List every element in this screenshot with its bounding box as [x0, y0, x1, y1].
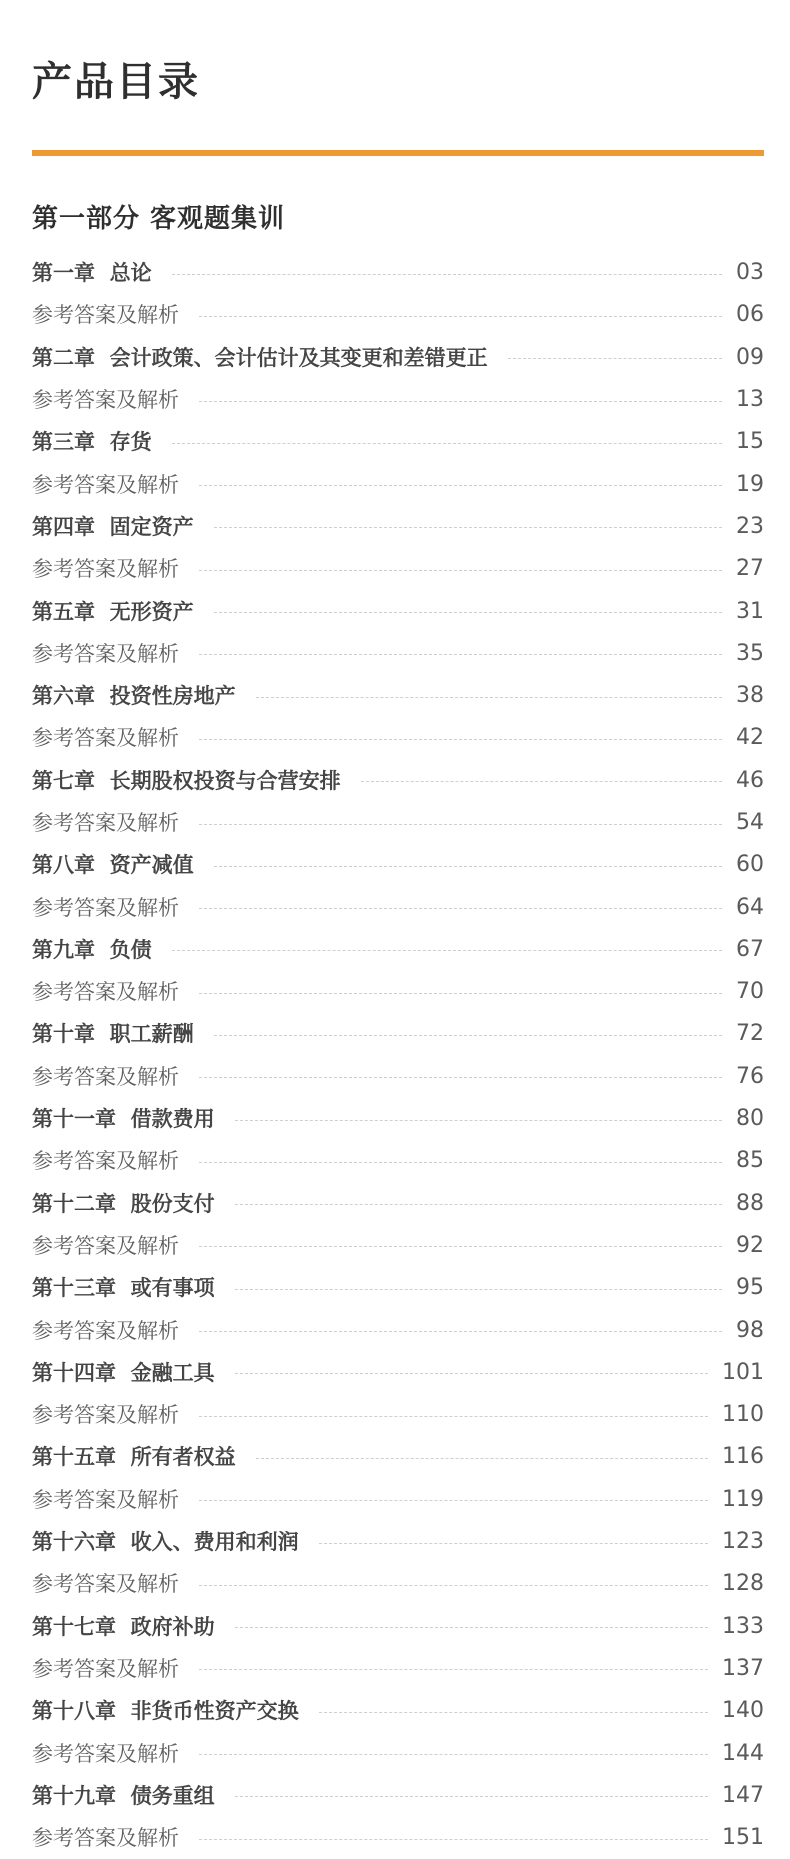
table-of-contents: [32, 252, 764, 1859]
dotted-leader: [199, 824, 722, 825]
dotted-leader: [508, 358, 722, 359]
toc-entry-title: 第五章 无形资产: [32, 599, 194, 624]
toc-page-number: 23: [736, 513, 764, 539]
dotted-leader: [199, 1331, 722, 1332]
toc-chapter-entry[interactable]: [32, 844, 764, 886]
toc-entry-title: 参考答案及解析: [32, 811, 179, 835]
toc-page-number: 09: [736, 344, 764, 370]
toc-entry-title: 第十三章 或有事项: [32, 1276, 215, 1301]
dotted-leader: [199, 316, 722, 317]
dotted-leader: [199, 908, 722, 909]
toc-entry-title: 参考答案及解析: [32, 1656, 179, 1681]
toc-entry-title: 参考答案及解析: [32, 472, 179, 497]
dotted-leader: [172, 950, 722, 951]
toc-entry-title: 参考答案及解析: [32, 1826, 179, 1851]
toc-answer-entry[interactable]: [32, 971, 764, 1013]
dotted-leader: [199, 1500, 708, 1501]
toc-entry-title: 第二章 会计政策、会计估计及其变更和差错更正: [32, 345, 488, 370]
toc-chapter-entry[interactable]: [32, 929, 764, 971]
toc-chapter-entry[interactable]: [32, 1606, 764, 1648]
title-accent-divider: [32, 150, 764, 156]
toc-chapter-entry[interactable]: [32, 1352, 764, 1394]
toc-page-number: 147: [722, 1782, 764, 1808]
toc-entry-title: 第十八章 非货币性资产交换: [32, 1699, 299, 1724]
dotted-leader: [235, 1204, 722, 1205]
dotted-leader: [199, 1416, 708, 1417]
toc-entry-title: 参考答案及解析: [32, 726, 179, 751]
dotted-leader: [199, 401, 722, 402]
toc-page-number: 128: [722, 1571, 764, 1597]
toc-entry-title: 第十四章 金融工具: [32, 1360, 215, 1385]
dotted-leader: [199, 570, 722, 571]
toc-entry-title: 参考答案及解析: [32, 1064, 179, 1089]
toc-page-number: 123: [722, 1529, 764, 1555]
toc-page-number: 144: [722, 1740, 764, 1766]
dotted-leader: [199, 739, 722, 740]
toc-page-number: 151: [722, 1825, 764, 1851]
toc-chapter-entry[interactable]: [32, 675, 764, 717]
toc-page-number: 06: [736, 302, 764, 328]
toc-answer-entry[interactable]: [32, 886, 764, 928]
toc-answer-entry[interactable]: [32, 1732, 764, 1774]
dotted-leader: [319, 1712, 708, 1713]
toc-entry-title: 第四章 固定资产: [32, 514, 194, 539]
toc-page-number: 31: [736, 598, 764, 624]
toc-answer-entry[interactable]: [32, 1817, 764, 1859]
toc-entry-title: 第十二章 股份支付: [32, 1191, 215, 1216]
toc-entry-title: 第九章 负债: [32, 937, 152, 962]
toc-entry-title: 参考答案及解析: [32, 1403, 179, 1428]
dotted-leader: [319, 1543, 708, 1544]
toc-entry-title: 参考答案及解析: [32, 895, 179, 920]
toc-page-number: 140: [722, 1698, 764, 1724]
toc-chapter-entry[interactable]: [32, 421, 764, 463]
toc-answer-entry[interactable]: [32, 1394, 764, 1436]
dotted-leader: [199, 1246, 722, 1247]
toc-entry-title: 第七章 长期股权投资与合营安排: [32, 768, 341, 793]
toc-chapter-entry[interactable]: [32, 1690, 764, 1732]
dotted-leader: [256, 697, 722, 698]
toc-answer-entry[interactable]: [32, 548, 764, 590]
toc-entry-title: 第十五章 所有者权益: [32, 1445, 236, 1470]
toc-chapter-entry[interactable]: [32, 1267, 764, 1309]
toc-answer-entry[interactable]: [32, 294, 764, 336]
toc-chapter-entry[interactable]: [32, 252, 764, 294]
dotted-leader: [199, 1077, 722, 1078]
toc-chapter-entry[interactable]: [32, 1098, 764, 1140]
toc-page-number: 133: [722, 1613, 764, 1639]
toc-answer-entry[interactable]: [32, 802, 764, 844]
toc-chapter-entry[interactable]: [32, 1013, 764, 1055]
toc-chapter-entry[interactable]: [32, 1183, 764, 1225]
toc-chapter-entry[interactable]: [32, 590, 764, 632]
toc-entry-title: 第十章 职工薪酬: [32, 1022, 194, 1047]
toc-entry-title: 参考答案及解析: [32, 1487, 179, 1512]
toc-page-number: 19: [736, 471, 764, 497]
toc-entry-title: 第一章 总论: [32, 261, 152, 286]
dotted-leader: [214, 527, 722, 528]
toc-answer-entry[interactable]: [32, 379, 764, 421]
dotted-leader: [199, 993, 722, 994]
toc-page-number: 60: [736, 852, 764, 878]
toc-entry-title: 第十九章 债务重组: [32, 1783, 215, 1808]
toc-page-number: 03: [736, 260, 764, 286]
toc-entry-title: 第十七章 政府补助: [32, 1614, 215, 1639]
dotted-leader: [235, 1120, 722, 1121]
toc-chapter-entry[interactable]: [32, 1521, 764, 1563]
toc-chapter-entry[interactable]: [32, 337, 764, 379]
toc-answer-entry[interactable]: [32, 1648, 764, 1690]
section-title: 第一部分 客观题集训: [32, 204, 286, 234]
toc-chapter-entry[interactable]: [32, 1775, 764, 1817]
toc-page-number: 13: [736, 387, 764, 413]
toc-entry-title: 第十六章 收入、费用和利润: [32, 1530, 299, 1555]
toc-answer-entry[interactable]: [32, 1225, 764, 1267]
toc-page-number: 101: [722, 1359, 764, 1385]
dotted-leader: [256, 1458, 708, 1459]
toc-answer-entry[interactable]: [32, 1309, 764, 1351]
dotted-leader: [235, 1796, 708, 1797]
toc-entry-title: 第十一章 借款费用: [32, 1107, 215, 1132]
page-title: 产品目录: [32, 59, 200, 105]
dotted-leader: [199, 654, 722, 655]
dotted-leader: [235, 1373, 708, 1374]
toc-page-number: 98: [736, 1317, 764, 1343]
dotted-leader: [199, 1839, 708, 1840]
toc-page-number: 116: [722, 1444, 764, 1470]
toc-page-number: 76: [736, 1063, 764, 1089]
dotted-leader: [214, 1035, 722, 1036]
toc-chapter-entry[interactable]: [32, 1436, 764, 1478]
toc-answer-entry[interactable]: [32, 1563, 764, 1605]
dotted-leader: [214, 612, 722, 613]
toc-page-number: 110: [722, 1402, 764, 1428]
toc-page-number: 85: [736, 1148, 764, 1174]
toc-answer-entry[interactable]: [32, 1056, 764, 1098]
toc-entry-title: 参考答案及解析: [32, 1233, 179, 1258]
toc-entry-title: 参考答案及解析: [32, 557, 179, 582]
dotted-leader: [235, 1289, 722, 1290]
dotted-leader: [199, 1585, 708, 1586]
toc-page-number: 38: [736, 683, 764, 709]
dotted-leader: [172, 443, 722, 444]
toc-page-number: 88: [736, 1190, 764, 1216]
toc-page-number: 119: [722, 1486, 764, 1512]
toc-entry-title: 第六章 投资性房地产: [32, 684, 236, 709]
dotted-leader: [235, 1627, 708, 1628]
toc-page-number: 70: [736, 979, 764, 1005]
toc-page-number: 92: [736, 1232, 764, 1258]
toc-page-number: 64: [736, 894, 764, 920]
toc-answer-entry[interactable]: [32, 1479, 764, 1521]
toc-page-number: 54: [736, 810, 764, 835]
toc-entry-title: 第八章 资产减值: [32, 853, 194, 878]
toc-page-number: 72: [736, 1021, 764, 1047]
toc-answer-entry[interactable]: [32, 633, 764, 675]
dotted-leader: [199, 1162, 722, 1163]
toc-page-number: 15: [736, 429, 764, 455]
toc-answer-entry[interactable]: [32, 1140, 764, 1182]
dotted-leader: [199, 485, 722, 486]
toc-entry-title: 参考答案及解析: [32, 1572, 179, 1597]
catalog-page: [32, 0, 764, 1849]
toc-answer-entry[interactable]: [32, 717, 764, 759]
toc-entry-title: 参考答案及解析: [32, 980, 179, 1005]
dotted-leader: [214, 866, 722, 867]
dotted-leader: [172, 274, 722, 275]
toc-page-number: 35: [736, 640, 764, 666]
toc-page-number: 80: [736, 1106, 764, 1132]
toc-page-number: 67: [736, 936, 764, 962]
toc-entry-title: 参考答案及解析: [32, 1741, 179, 1766]
toc-entry-title: 参考答案及解析: [32, 1149, 179, 1174]
toc-chapter-entry[interactable]: [32, 760, 764, 802]
toc-page-number: 42: [736, 725, 764, 751]
toc-entry-title: 参考答案及解析: [32, 388, 179, 413]
toc-page-number: 95: [736, 1275, 764, 1301]
toc-entry-title: 第三章 存货: [32, 430, 152, 455]
toc-entry-title: 参考答案及解析: [32, 1318, 179, 1343]
toc-page-number: 27: [736, 556, 764, 582]
toc-entry-title: 参考答案及解析: [32, 303, 179, 328]
toc-page-number: 137: [722, 1655, 764, 1681]
dotted-leader: [199, 1669, 708, 1670]
dotted-leader: [199, 1754, 708, 1755]
toc-page-number: 46: [736, 767, 764, 793]
toc-chapter-entry[interactable]: [32, 506, 764, 548]
toc-entry-title: 参考答案及解析: [32, 641, 179, 666]
toc-answer-entry[interactable]: [32, 463, 764, 505]
dotted-leader: [361, 781, 722, 782]
